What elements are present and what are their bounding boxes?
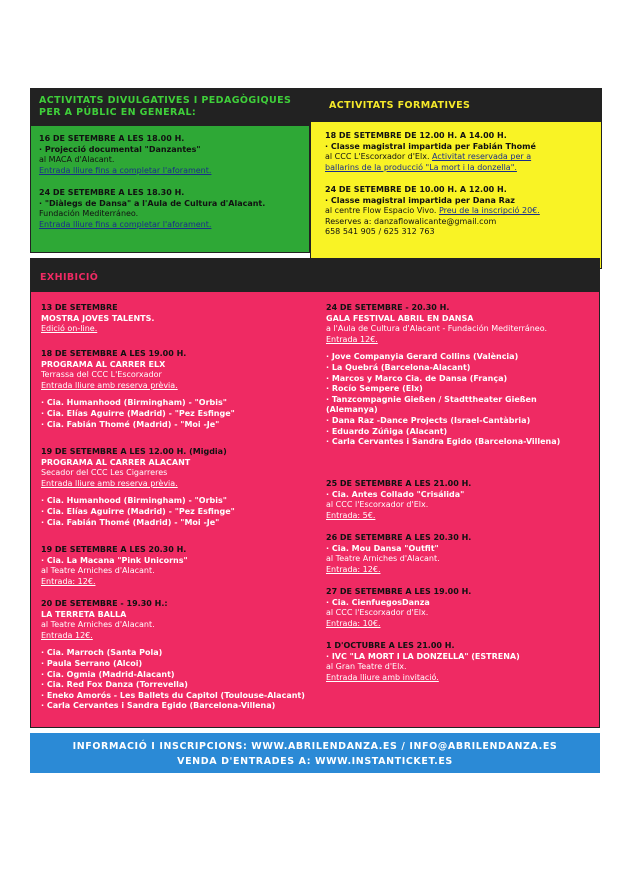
divulgative-event: 16 DE SETEMBRE A LES 18.00 H. · Projecció documental "Danzantes" al MACA d'Alacant. Entrada lliure fins a completar l'aforament. (39, 134, 212, 175)
event-link[interactable]: Entrada lliure fins a completar l'aforament. (39, 219, 212, 229)
footer-info[interactable]: INFORMACIÓ I INSCRIPCIONS: WWW.ABRILENDANZA.ES / INFO@ABRILENDANZA.ES (72, 741, 558, 752)
exhibition-event: 24 DE SETEMBRE - 20.30 H. GALA FESTIVAL ABRIL EN DANSA a l'Aula de Cultura d'Alacant - Fundación Mediterráneo. Entrada 12€. · Jove Companyia Gerard Collins (València) · La Quebrá (Barcelona-Alacant) · Marcos y Marco Cia. de Dansa (França) · Rocío Sempere (Elx) · Tanzcompagnie Gießen / Stadttheater Gießen (Alemanya) · Dana Raz -Dance Projects (Israel-Cantàbria) · Eduardo Zúñiga (Alacant) · Carla Cervantes i Sandra Egido (Barcelona-Villena) (326, 303, 561, 447)
formative-event: 18 DE SETEMBRE DE 12.00 H. A 14.00 H. · Classe magistral impartida per Fabián Thomé al CCC L'Escorxador d'Elx. Activitat reservada per a ballarins de la producció "La mort i la donzella". (325, 131, 536, 172)
footer-tickets[interactable]: VENDA D'ENTRADES A: WWW.INSTANTICKET.ES (177, 756, 453, 767)
exhibition-event: 25 DE SETEMBRE A LES 21.00 H. · Cia. Antes Collado "Crisálida" al CCC l'Escorxador d'Elx. Entrada: 5€. (326, 479, 472, 520)
divulgatives-panel (30, 88, 310, 253)
exhibition-event: 26 DE SETEMBRE A LES 20.30 H. · Cia. Mou Dansa "Outfit" al Teatre Arniches d'Alacant. Entrada: 12€. (326, 533, 472, 574)
exhibition-event: 19 DE SETEMBRE A LES 12.00 H. (Migdia) PROGRAMA AL CARRER ALACANT Secador del CCC Les Cigarreres Entrada lliure amb reserva prèvia. · Cia. Humanhood (Birmingham) - "Orbis" · Cia. Elías Aguirre (Madrid) - "Pez Esfinge" · Cia. Fabián Thomé (Madrid) - "Moi -Je" (41, 447, 235, 527)
footer-banner (30, 733, 600, 773)
exhibicio-title: EXHIBICIÓ (40, 272, 99, 283)
reservation-phone: 658 541 905 / 625 312 763 (325, 227, 435, 237)
formative-event: 24 DE SETEMBRE DE 10.00 H. A 12.00 H. · Classe magistral impartida per Dana Raz al centre Flow Espacio Vivo. Preu de la inscripció 20€. Reserves a: danzaflowalicante@gmail.com 658 541 905 / 625 312 763 (325, 185, 540, 237)
exhibicio-panel (30, 258, 600, 728)
exhibition-event: 27 DE SETEMBRE A LES 19.00 H. · Cia. CienfuegosDanza al CCC l'Escorxador d'Elx. Entrada: 10€. (326, 587, 472, 628)
exhibition-event: 13 DE SETEMBRE MOSTRA JOVES TALENTS. Edició on-line. (41, 303, 155, 334)
reservation-email[interactable]: Reserves a: danzaflowalicante@gmail.com (325, 216, 497, 226)
exhibition-event: 19 DE SETEMBRE A LES 20.30 H. · Cia. La Macana "Pink Unicorns" al Teatre Arniches d'Alacant. Entrada: 12€. (41, 545, 188, 586)
divulgatives-title: ACTIVITATS DIVULGATIVES I PEDAGÒGIQUES PER A PÚBLIC EN GENERAL: (39, 95, 292, 118)
formatives-header (311, 89, 601, 122)
exhibition-event: 18 DE SETEMBRE A LES 19.00 H. PROGRAMA AL CARRER ELX Terrassa del CCC L'Escorxador Entrada lliure amb reserva prèvia. · Cia. Humanhood (Birmingham) - "Orbis" · Cia. Elías Aguirre (Madrid) - "Pez Esfinge" · Cia. Fabián Thomé (Madrid) - "Moi -Je" (41, 349, 235, 429)
exhibicio-header (31, 259, 599, 292)
event-link[interactable]: Entrada lliure fins a completar l'aforament. (39, 165, 212, 175)
formatives-title: ACTIVITATS FORMATIVES (329, 100, 471, 111)
exhibition-event: 20 DE SETEMBRE - 19.30 H.: LA TERRETA BALLA al Teatre Arniches d'Alacant. Entrada 12€. · Cia. Marroch (Santa Pola) · Paula Serrano (Alcoi) · Cia. Ogmia (Madrid-Alacant) · Cia. Red Fox Danza (Torrevella) · Eneko Amorós - Les Ballets du Capitol (Toulouse-Alacant) · Carla Cervantes i Sandra Egido (Barcelona-Villena) (41, 599, 305, 711)
divulgatives-header (31, 89, 309, 126)
formatives-panel (310, 88, 602, 269)
exhibition-event: 1 D'OCTUBRE A LES 21.00 H. · IVC "LA MORT I LA DONZELLA" (ESTRENA) al Gran Teatre d'Elx. Entrada lliure amb invitació. (326, 641, 520, 682)
divulgative-event: 24 DE SETEMBRE A LES 18.30 H. · "Diàlegs de Dansa" a l'Aula de Cultura d'Alacant. Fundación Mediterráneo. Entrada lliure fins a completar l'aforament. (39, 188, 266, 229)
